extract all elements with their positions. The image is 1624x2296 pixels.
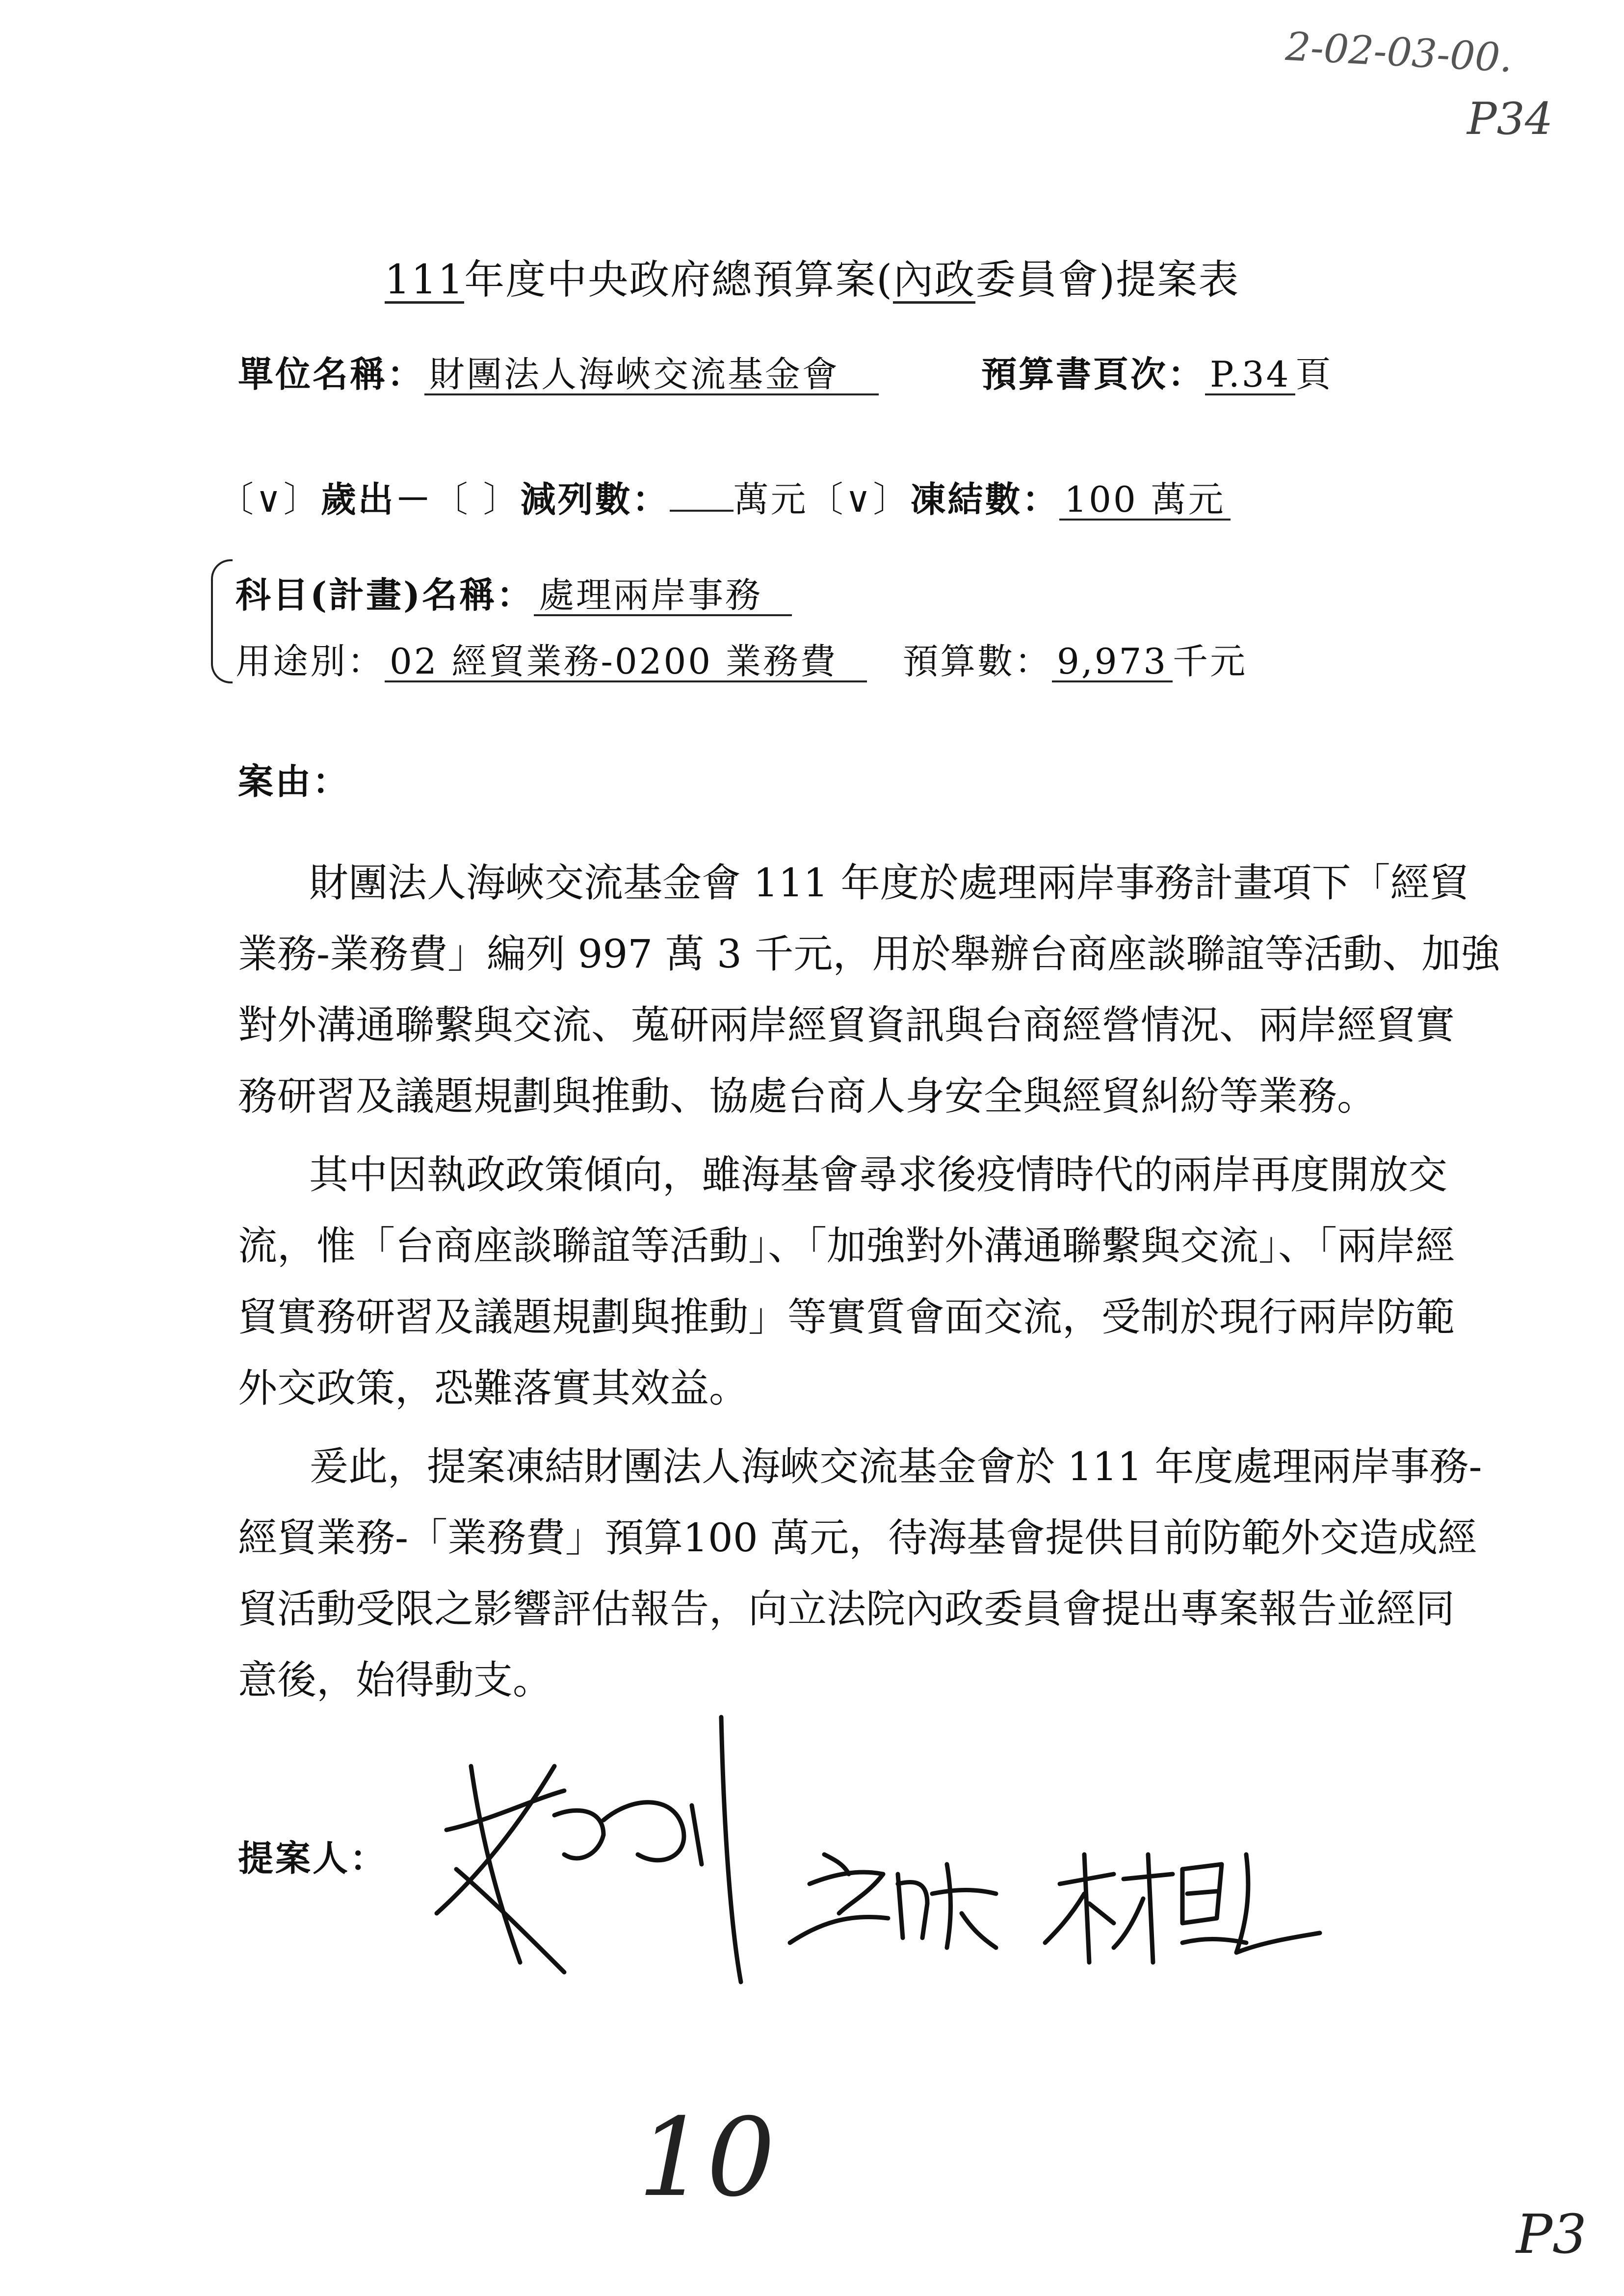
- signature-1: [437, 1717, 741, 1982]
- reduce-value: [670, 510, 733, 512]
- body-line: 外交政策，恐難落實其效益。: [238, 1365, 748, 1411]
- unit-row: [238, 346, 879, 397]
- body-line: 意後，始得動支。: [238, 1657, 552, 1703]
- budget-unit: 千元: [1173, 641, 1248, 682]
- handwritten-code: 2-02-03-00.: [1284, 23, 1514, 81]
- body-line: 貿活動受限之影響評估報告，向立法院內政委員會提出專案報告並經同: [238, 1586, 1455, 1632]
- signatures: [417, 1707, 1447, 2051]
- subject-row: [236, 567, 792, 618]
- bracket-decoration: [211, 559, 233, 683]
- reduce-checkbox[interactable]: 〔 〕: [432, 479, 521, 520]
- page-ref-row: [981, 346, 1333, 397]
- options-row: [218, 471, 1231, 522]
- title-year: 111: [384, 257, 465, 303]
- body-line: 其中因執政政策傾向，雖海基會尋求後疫情時代的兩岸再度開放交: [309, 1152, 1447, 1198]
- usage-label: 用途別：: [236, 641, 385, 682]
- expense-label: 歲出－: [320, 478, 433, 520]
- reduce-unit: 萬元: [733, 479, 808, 520]
- usage-value: 02 經貿業務-0200 業務費: [385, 643, 867, 682]
- signature-2: [790, 1854, 996, 1948]
- body-line: 經貿業務-「業務費」預算100 萬元，待海基會提供目前防範外交造成經: [238, 1515, 1477, 1561]
- handwritten-page: P34: [1467, 93, 1553, 145]
- body-line: 貿實務研習及議題規劃與推動」等實質會面交流，受制於現行兩岸防範: [238, 1294, 1455, 1340]
- subject-value: 處理兩岸事務: [534, 577, 792, 616]
- body-line: 流，惟「台商座談聯誼等活動」、「加強對外溝通聯繫與交流」、「兩岸經: [238, 1223, 1455, 1269]
- expense-checkbox[interactable]: 〔∨〕: [218, 479, 321, 520]
- body-line: 財團法人海峽交流基金會 111 年度於處理兩岸事務計畫項下「經貿: [309, 860, 1469, 906]
- freeze-value: 100 萬元: [1059, 481, 1230, 521]
- freeze-checkbox[interactable]: 〔∨〕: [808, 479, 911, 520]
- budget-row: [903, 633, 1247, 684]
- title-text-end: 委員會)提案表: [975, 257, 1240, 303]
- page-ref-value: P.34: [1205, 356, 1295, 395]
- unit-value: 財團法人海峽交流基金會: [424, 356, 879, 395]
- budget-label: 預算數：: [903, 641, 1052, 682]
- signature-3: [1045, 1854, 1320, 1962]
- handwritten-number: 10: [638, 2095, 775, 2220]
- page-ref-label: 預算書頁次：: [981, 353, 1205, 395]
- title-committee: 內政: [893, 257, 976, 303]
- title-text: 年度中央政府總預算案(: [464, 257, 893, 303]
- page-title: [0, 248, 1624, 305]
- body-line: 爰此，提案凍結財團法人海峽交流基金會於 111 年度處理兩岸事務-: [309, 1444, 1482, 1489]
- usage-row: [236, 633, 867, 684]
- body-line: 業務-業務費」編列 997 萬 3 千元，用於舉辦台商座談聯誼等活動、加強: [238, 931, 1500, 977]
- page-ref-suffix: 頁: [1295, 354, 1333, 395]
- budget-value: 9,973: [1052, 643, 1173, 682]
- proposer-label: 提案人：: [238, 1837, 388, 1879]
- body-line: 務研習及議題規劃與推動、協處台商人身安全與經貿糾紛等業務。: [238, 1073, 1376, 1119]
- reduce-label: 減列數：: [520, 478, 670, 520]
- unit-label: 單位名稱：: [238, 353, 425, 395]
- handwritten-page-bottom: P3: [1516, 2203, 1587, 2266]
- subject-label: 科目(計畫)名稱：: [236, 574, 534, 616]
- body-line: 對外溝通聯繫與交流、蒐研兩岸經貿資訊與台商經營情況、兩岸經貿實: [238, 1002, 1455, 1048]
- freeze-label: 凍結數：: [910, 478, 1060, 520]
- reason-label: 案由：: [238, 760, 350, 802]
